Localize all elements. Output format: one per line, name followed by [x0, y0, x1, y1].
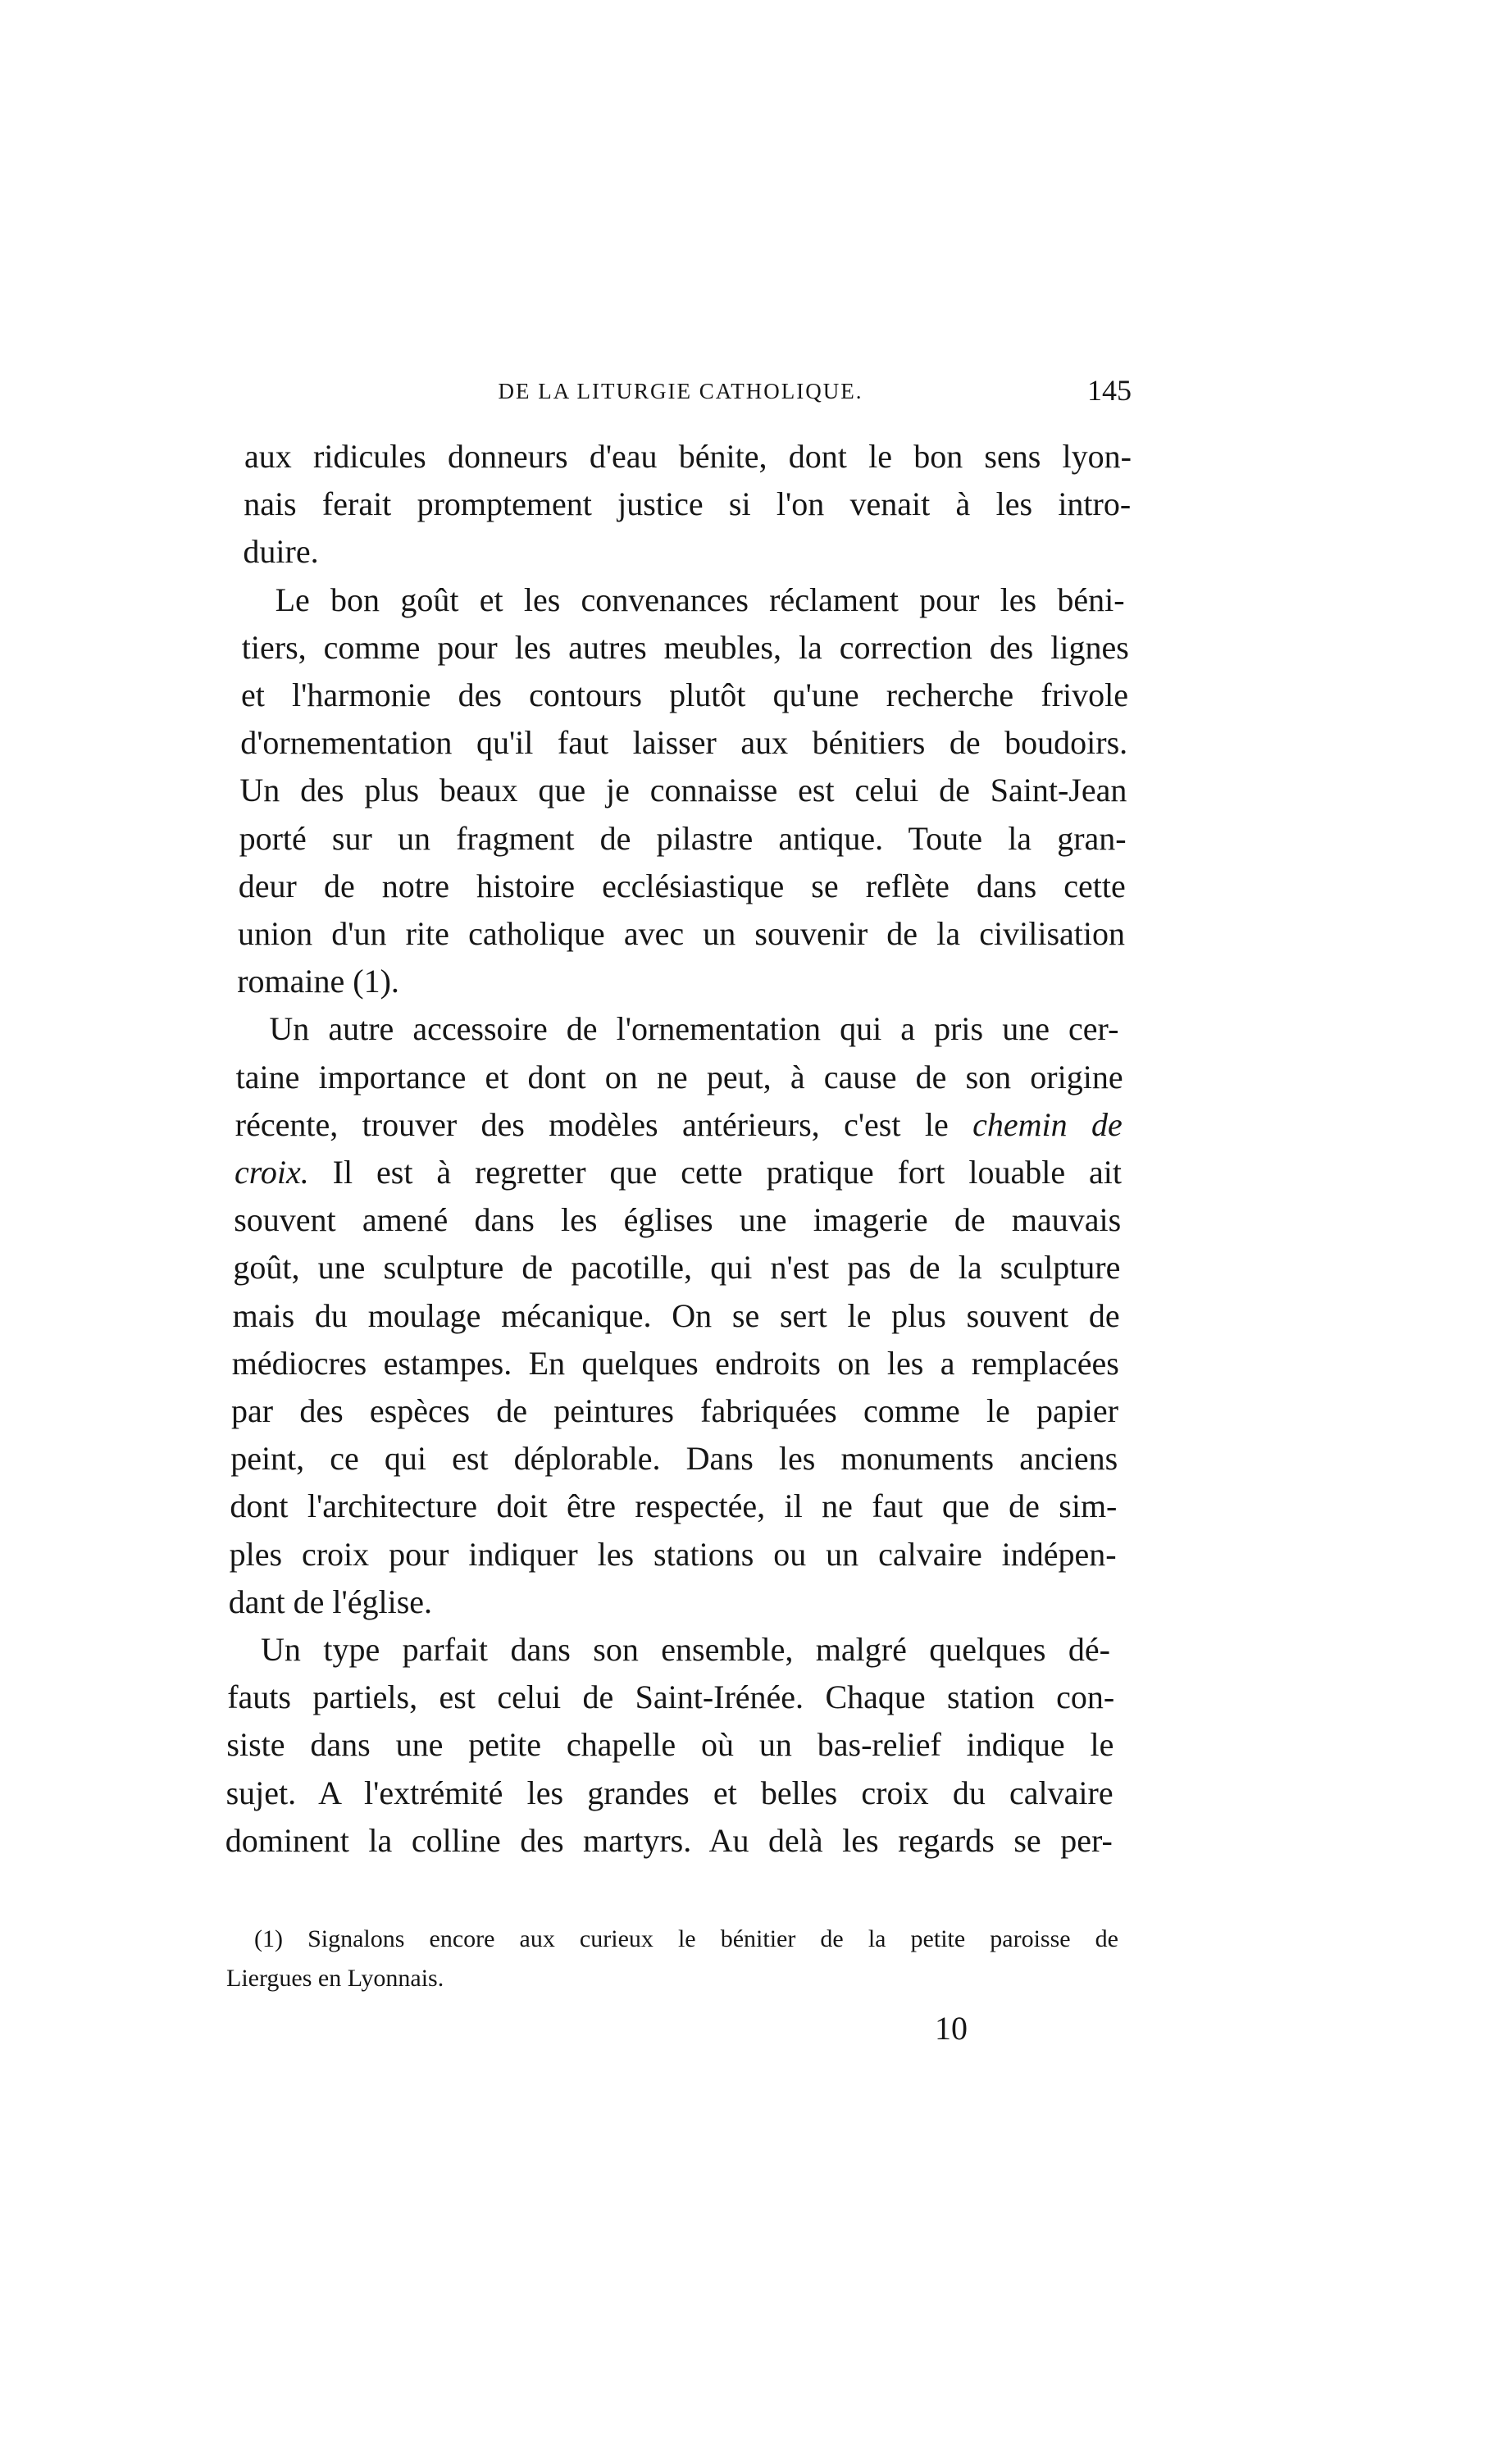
- text-segment: récente, trouver des modèles antérieurs, c'est le: [235, 1105, 973, 1143]
- text-line: dominent la colline des martyrs. Au delà les regards se per-: [225, 1821, 1113, 1859]
- page-number: 145: [1087, 374, 1132, 407]
- italic-text: croix.: [235, 1154, 309, 1191]
- text-line: par des espèces de peintures fabriquées comme le papier: [231, 1392, 1118, 1429]
- text-line: taine importance et dont on ne peut, à cause de son origine: [235, 1058, 1123, 1095]
- text-line: goût, une sculpture de pacotille, qui n'est pas de la sculpture: [233, 1249, 1121, 1287]
- footnote-line: Liergues en Lyonnais.: [226, 1965, 444, 1992]
- text-line: union d'un rite catholique avec un souvenir de la civilisation: [238, 915, 1125, 952]
- text-line: dont l'architecture doit être respectée, il ne faut que de sim-: [230, 1487, 1118, 1525]
- text-line: duire.: [243, 533, 319, 571]
- text-line: nais ferait promptement justice si l'on venait à les intro-: [244, 485, 1132, 523]
- text-line: romaine (1).: [237, 963, 399, 1000]
- text-line: Un autre accessoire de l'ornementation qui a pris une cer-: [269, 1010, 1119, 1048]
- text-line: fauts partiels, est celui de Saint-Irénée. Chaque station con-: [227, 1678, 1115, 1716]
- text-line: [235, 1101, 1123, 1149]
- text-line: deur de notre histoire ecclésiastique se reflète dans cette: [238, 867, 1126, 904]
- text-line: mais du moulage mécanique. On se sert le plus souvent de: [232, 1296, 1120, 1334]
- text-line: siste dans une petite chapelle où un bas-relief indique le: [226, 1726, 1114, 1764]
- text-line: dant de l'église.: [228, 1583, 433, 1620]
- footnote-line: (1) Signalons encore aux curieux le bénitier de la petite paroisse de: [254, 1925, 1118, 1952]
- signature-mark: 10: [935, 2010, 968, 2047]
- text-line: tiers, comme pour les autres meubles, la correction des lignes: [241, 628, 1129, 666]
- text-line: peint, ce qui est déplorable. Dans les monuments anciens: [230, 1440, 1118, 1478]
- text-line: ples croix pour indiquer les stations ou un calvaire indépen-: [229, 1535, 1117, 1573]
- text-line: souvent amené dans les églises une imagerie de mauvais: [234, 1201, 1122, 1239]
- text-line: aux ridicules donneurs d'eau bénite, dont le bon sens lyon-: [244, 438, 1132, 475]
- text-line: d'ornementation qu'il faut laisser aux bénitiers de boudoirs.: [240, 724, 1128, 762]
- running-title: DE LA LITURGIE CATHOLIQUE.: [498, 379, 863, 403]
- text-segment: Il est à regretter que cette pratique fort louable ait: [308, 1154, 1122, 1191]
- text-line: Un des plus beaux que je connaisse est celui de Saint-Jean: [239, 772, 1127, 809]
- text-line: porté sur un fragment de pilastre antique. Toute la gran-: [239, 819, 1127, 857]
- text-line: Un type parfait dans son ensemble, malgré quelques dé-: [261, 1631, 1110, 1668]
- text-line: [235, 1149, 1122, 1196]
- text-line: médiocres estampes. En quelques endroits on les a remplacées: [231, 1344, 1119, 1382]
- text-line: Le bon goût et les convenances réclament pour les béni-: [275, 581, 1125, 618]
- italic-text: chemin de: [972, 1105, 1123, 1143]
- text-line: sujet. A l'extrémité les grandes et belles croix du calvaire: [225, 1774, 1114, 1811]
- text-line: et l'harmonie des contours plutôt qu'une recherche frivole: [241, 676, 1128, 713]
